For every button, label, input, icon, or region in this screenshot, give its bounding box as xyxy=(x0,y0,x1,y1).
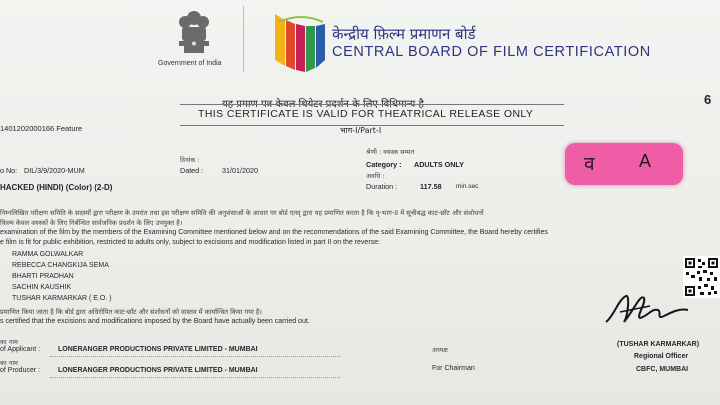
film-title: HACKED (HINDI) (Color) (2-D) xyxy=(0,183,113,192)
excision-english: s certified that the excisions and modifications imposed by the Board have actually been carried out. xyxy=(0,318,310,325)
applicant-label-hindi: का नाम xyxy=(0,338,18,346)
cbfc-logo-icon xyxy=(271,8,329,74)
excision-hindi: प्रमाणित किया जाता है कि बोर्ड द्वारा अधिरोपित काट-छाँट और संशोधनों को वास्तव में कार्यान्वित किया गया है। xyxy=(0,308,262,316)
duration-label-hindi: अवधि : xyxy=(366,172,385,180)
producer-name: LONERANGER PRODUCTIONS PRIVATE LIMITED - MUMBAI xyxy=(58,367,258,374)
emblem-caption: Government of India xyxy=(158,60,222,67)
file-no: DIL/3/9/2020-MUM xyxy=(24,166,85,175)
certify-english-line1: examination of the film by the members of the Examining Committee mentioned below and on the recommendations of the said Examining Committee, the Board hereby certifies xyxy=(0,229,548,236)
signature xyxy=(600,286,690,334)
page-number: 6 xyxy=(704,92,712,107)
committee-member: BHARTI PRADHAN xyxy=(12,273,74,280)
committee-member: REBECCA CHANGKIJA SEMA xyxy=(12,262,109,269)
duration-unit: min.sec xyxy=(456,183,479,190)
org-title-english: CENTRAL BOARD OF FILM CERTIFICATION xyxy=(332,44,651,60)
certificate-number: 1401202000166 Feature xyxy=(0,124,83,133)
rating-badge-english: A xyxy=(639,151,652,171)
duration-label: Duration : xyxy=(366,182,398,191)
certify-english-line2: e film is fit for public exhibition, restricted to adults only, subject to excisions and modification listed in part II on the reverse: xyxy=(0,239,380,246)
certify-hindi-line1: निम्नलिखित परीक्षण समिति के सदस्यों द्वारा परीक्षण के उपरांत तथा इस परीक्षण समिति की अनुशंसाओं के आधार पर बोर्ड एतद् द्वारा यह प्रमाणित करता है कि पृ-भाग-II में सूचीबद्ध काट-छाँट और संशोधनों xyxy=(0,209,484,217)
rating-badge xyxy=(565,143,683,185)
certify-hindi-line2: फ़िल्म केवल वयस्कों के लिए निर्बन्धित सार्वजनिक प्रदर्शन के लिए उपयुक्त है। xyxy=(0,219,183,227)
part-label: भाग-I/Part-I xyxy=(340,126,382,135)
officer-title: Regional Officer xyxy=(634,353,689,360)
officer-office: CBFC, MUMBAI xyxy=(636,366,689,373)
duration-value: 117.58 xyxy=(420,182,442,191)
officer-name: (TUSHAR KARMARKAR) xyxy=(617,341,700,348)
applicant-underline xyxy=(50,356,340,358)
header-divider xyxy=(243,6,244,72)
committee-member: RAMMA GOLWALKAR xyxy=(12,251,84,258)
rating-badge-hindi: व xyxy=(584,153,595,175)
category-label: Category : xyxy=(366,160,402,169)
validity-hindi: यह प्रमाण पत्र केवल थियेटर प्रदर्शन के लिए विधिमान्य है xyxy=(222,99,424,110)
applicant-name: LONERANGER PRODUCTIONS PRIVATE LIMITED - MUMBAI xyxy=(58,346,258,353)
producer-underline xyxy=(50,377,340,379)
committee-member: TUSHAR KARMARKAR ( E.O. ) xyxy=(12,295,112,302)
committee-member: SACHIN KAUSHIK xyxy=(12,284,72,291)
applicant-label: of Applicant : xyxy=(0,346,41,353)
category-label-hindi: श्रेणी : वयस्क सम्मत xyxy=(366,148,415,156)
ashoka-emblem-icon xyxy=(168,8,220,58)
validity-english: THIS CERTIFICATE IS VALID FOR THEATRICAL RELEASE ONLY xyxy=(198,108,534,120)
for-chairman: For Chairman xyxy=(432,365,475,372)
dated-value: 31/01/2020 xyxy=(222,166,258,175)
org-title-hindi: केन्द्रीय फ़िल्म प्रमाणन बोर्ड xyxy=(332,25,476,43)
dated-label-hindi: दिनांक : xyxy=(180,156,200,164)
category-value: ADULTS ONLY xyxy=(414,160,464,169)
chairman-label-hindi: अध्यक्ष xyxy=(432,346,448,354)
dated-label: Dated : xyxy=(180,166,204,175)
producer-label-hindi: का नाम xyxy=(0,359,18,367)
file-no-label: o No: xyxy=(0,166,18,175)
producer-label: of Producer : xyxy=(0,367,41,374)
